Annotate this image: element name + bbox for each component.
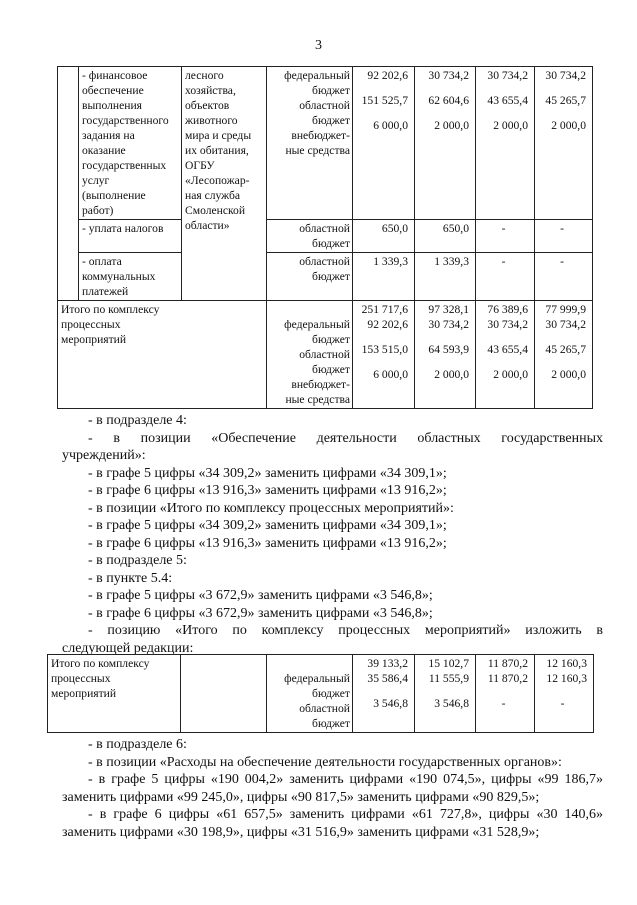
value-cell: 251 717,6 92 202,6 153 515,0 6 000,0: [353, 301, 415, 409]
text-line: - в подразделе 4:: [88, 413, 187, 428]
text-line: - в графе 6 цифры «13 916,3» заменить цифрами «13 916,2»;: [88, 483, 447, 498]
value-cell: 92 202,6 151 525,7 6 000,0: [353, 67, 415, 220]
executor-cell: лесного хозяйства, объектов животного мира и среды их обитания, ОГБУ «Лесопожар- ная служба Смоленской области»: [182, 67, 267, 301]
amendment-text-block: [62, 412, 603, 657]
value-cell: -: [535, 220, 593, 253]
value-cell: 77 999,9 30 734,2 45 265,7 2 000,0: [535, 301, 593, 409]
text-line: - в графе 5 цифры «34 309,2» заменить цифрами «34 309,1»;: [88, 518, 447, 533]
value-cell: 39 133,2 35 586,4 3 546,8: [353, 655, 415, 733]
text-line: - в графе 6 цифры «61 657,5» заменить цифрами «61 727,8», цифры «30 140,6»: [88, 807, 603, 822]
activity-name-cell: - оплата коммунальных платежей: [79, 253, 182, 301]
table-row: [58, 67, 593, 220]
table-row: [58, 253, 593, 301]
total-label-cell: Итого по комплексу процессных мероприятий: [48, 655, 181, 733]
value-cell: 650,0: [415, 220, 476, 253]
funding-source-cell: федеральный бюджет областной бюджет: [267, 655, 353, 733]
text-line: учреждений»:: [62, 448, 146, 463]
funding-source-cell: областной бюджет: [267, 253, 353, 301]
text-line: - в позиции «Обеспечение деятельности областных государственных: [88, 430, 603, 446]
value-cell: 11 870,2 11 870,2 -: [476, 655, 535, 733]
value-cell: 12 160,3 12 160,3 -: [535, 655, 594, 733]
funding-source-cell: федеральный бюджет областной бюджет внебюджет- ные средства: [267, 67, 353, 220]
text-line: - позицию «Итого по комплексу процессных мероприятий» изложить в: [88, 623, 603, 638]
value-cell: -: [476, 253, 535, 301]
value-cell: 30 734,2 43 655,4 2 000,0: [476, 67, 535, 220]
funding-source-cell: федеральный бюджет областной бюджет внебюджет- ные средства: [267, 301, 353, 409]
text-line: заменить цифрами «99 245,0», цифры «90 817,5» заменить цифрами «90 829,5»;: [62, 789, 540, 805]
total-row: [58, 301, 593, 409]
value-cell: 15 102,7 11 555,9 3 546,8: [415, 655, 476, 733]
table-row: [58, 220, 593, 253]
text-line: - в графе 5 цифры «190 004,2» заменить цифрами «190 074,5», цифры «99 186,7»: [88, 772, 603, 787]
text-line: - в подразделе 5:: [88, 553, 187, 568]
page-number: 3: [315, 38, 322, 53]
text-line: - в графе 6 цифры «13 916,3» заменить цифрами «13 916,2»;: [88, 535, 447, 551]
value-cell: 1 339,3: [353, 253, 415, 301]
value-cell: 1 339,3: [415, 253, 476, 301]
value-cell: 30 734,2 45 265,7 2 000,0: [535, 67, 593, 220]
activity-name-cell: - уплата налогов: [79, 220, 182, 253]
text-line: - в подразделе 6:: [88, 737, 187, 752]
empty-cell: [181, 655, 267, 733]
funding-source-cell: областной бюджет: [267, 220, 353, 253]
activity-name-cell: - финансовое обеспечение выполнения государственного задания на оказание государственных услуг (выполнение работ): [79, 67, 182, 220]
text-line: следующей редакции:: [62, 640, 194, 656]
text-line: - в графе 6 цифры «3 672,9» заменить цифрами «3 546,8»;: [88, 605, 433, 621]
value-cell: 97 328,1 30 734,2 64 593,9 2 000,0: [415, 301, 476, 409]
text-line: - в позиции «Итого по комплексу процессных мероприятий»:: [88, 500, 454, 516]
text-line: - в графе 5 цифры «34 309,2» заменить цифрами «34 309,1»;: [88, 465, 447, 481]
value-cell: 76 389,6 30 734,2 43 655,4 2 000,0: [476, 301, 535, 409]
value-cell: 650,0: [353, 220, 415, 253]
text-line: - в графе 5 цифры «3 672,9» заменить цифрами «3 546,8»;: [88, 588, 433, 603]
amendment-text-block: [62, 736, 603, 841]
total-row: [48, 655, 594, 733]
value-cell: -: [535, 253, 593, 301]
value-cell: -: [476, 220, 535, 253]
text-line: - в позиции «Расходы на обеспечение деятельности государственных органов»:: [88, 754, 562, 770]
replacement-total-table: [47, 654, 594, 733]
text-line: - в пункте 5.4:: [88, 570, 173, 586]
budget-table-continuation: [57, 66, 593, 409]
total-label-cell: Итого по комплексу процессных мероприятий: [58, 301, 267, 409]
text-line: заменить цифрами «30 198,9», цифры «31 516,9» заменить цифрами «31 528,9»;: [62, 824, 540, 840]
value-cell: 30 734,2 62 604,6 2 000,0: [415, 67, 476, 220]
row-number-cell: [58, 67, 79, 301]
